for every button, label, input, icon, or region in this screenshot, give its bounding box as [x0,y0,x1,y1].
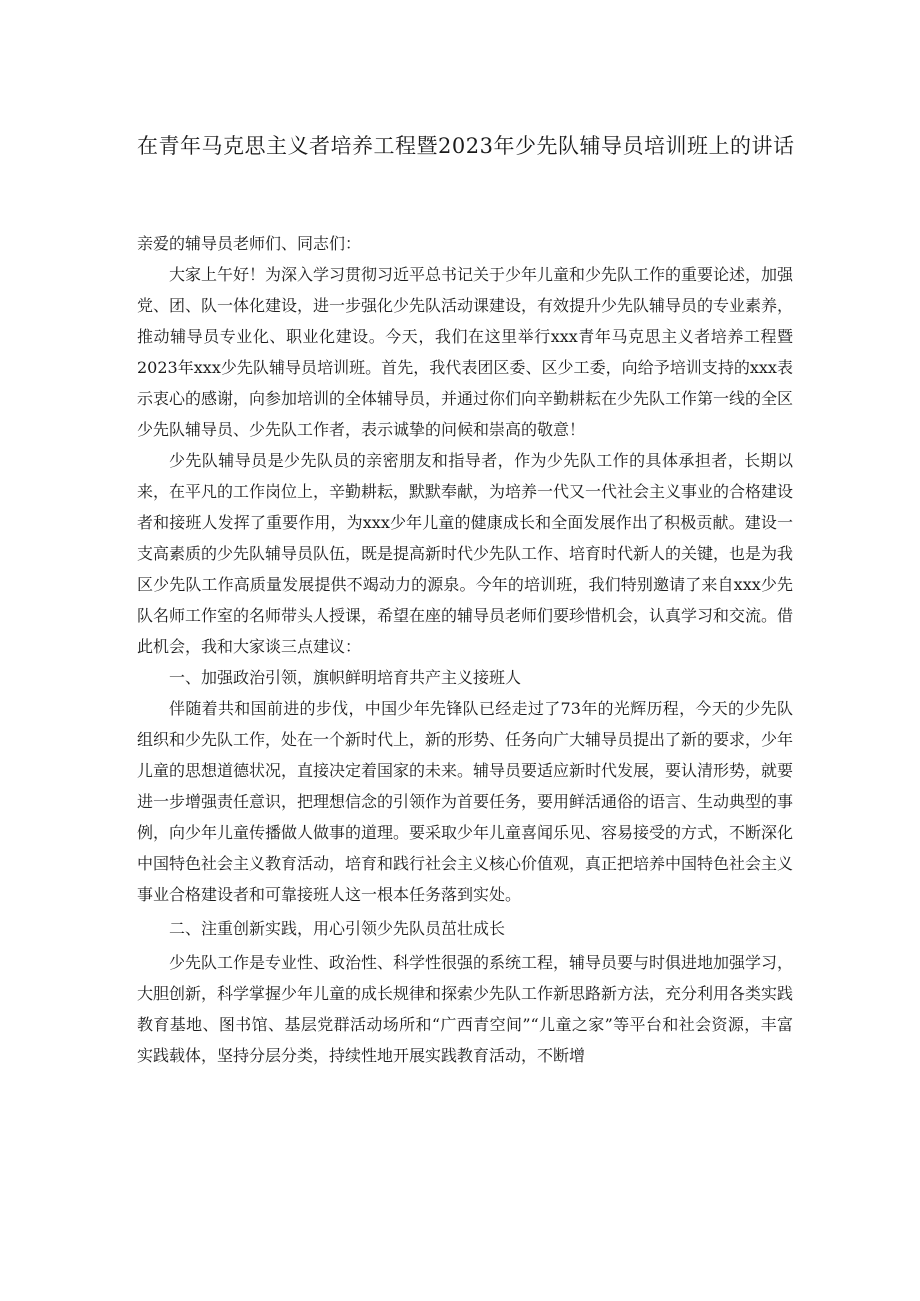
salutation: 亲爱的辅导员老师们、同志们： [137,234,362,253]
paragraph-4: 少先队工作是专业性、政治性、科学性很强的系统工程，辅导员要与时俱进地加强学习，大胆创新，科学掌握少年儿童的成长规律和探索少先队工作新思路新方法，充分利用各类实践教育基地、图书馆、基层党群活动场所和“广西青空间”“儿童之家”等平台和社会资源，丰富实践载体，坚持分层分类，持续性地开展实践教育活动，不断增 [137,953,794,1065]
document-body [137,228,793,1071]
paragraph-3: 伴随着共和国前进的步伐，中国少年先锋队已经走过了73年的光辉历程，今天的少先队组织和少先队工作，处在一个新时代上，新的形势、任务向广大辅导员提出了新的要求，少年儿童的思想道德状况，直接决定着国家的未来。辅导员要适应新时代发展，要认清形势，就要进一步增强责任意识，把理想信念的引领作为首要任务，要用鲜活通俗的语言、生动典型的事例，向少年儿童传播做人做事的道理。要采取少年儿童喜闻乐见、容易接受的方式，不断深化中国特色社会主义教育活动，培育和践行社会主义核心价值观，真正把培养中国特色社会主义事业合格建设者和可靠接班人这一根本任务落到实处。 [137,699,794,904]
section-heading-2: 二、注重创新实践，用心引领少先队员茁壮成长 [169,919,506,938]
paragraph-1: 大家上午好！为深入学习贯彻习近平总书记关于少年儿童和少先队工作的重要论述，加强党、团、队一体化建设，进一步强化少先队活动课建设，有效提升少先队辅导员的专业素养，推动辅导员专业化、职业化建设。今天，我们在这里举行xxx青年马克思主义者培养工程暨2023年xxx少先队辅导员培训班。首先，我代表团区委、区少工委，向给予培训支持的xxx表示衷心的感谢，向参加培训的全体辅导员，并通过你们向辛勤耕耘在少先队工作第一线的全区少先队辅导员、少先队工作者，表示诚挚的问候和崇高的敬意！ [137,265,794,439]
paragraph-2: 少先队辅导员是少先队员的亲密朋友和指导者，作为少先队工作的具体承担者，长期以来，在平凡的工作岗位上，辛勤耕耘，默默奉献，为培养一代又一代社会主义事业的合格建设者和接班人发挥了重要作用，为xxx少年儿童的健康成长和全面发展作出了积极贡献。建设一支高素质的少先队辅导员队伍，既是提高新时代少先队工作、培育时代新人的关键，也是为我区少先队工作高质量发展提供不竭动力的源泉。今年的培训班，我们特别邀请了来自xxx少先队名师工作室的名师带头人授课，希望在座的辅导员老师们要珍惜机会，认真学习和交流。借此机会，我和大家谈三点建议： [137,451,794,656]
document-title: 在青年马克思主义者培养工程暨2023年少先队辅导员培训班上的讲话 [137,134,795,158]
section-heading-1: 一、加强政治引领，旗帜鲜明培育共产主义接班人 [169,668,522,687]
